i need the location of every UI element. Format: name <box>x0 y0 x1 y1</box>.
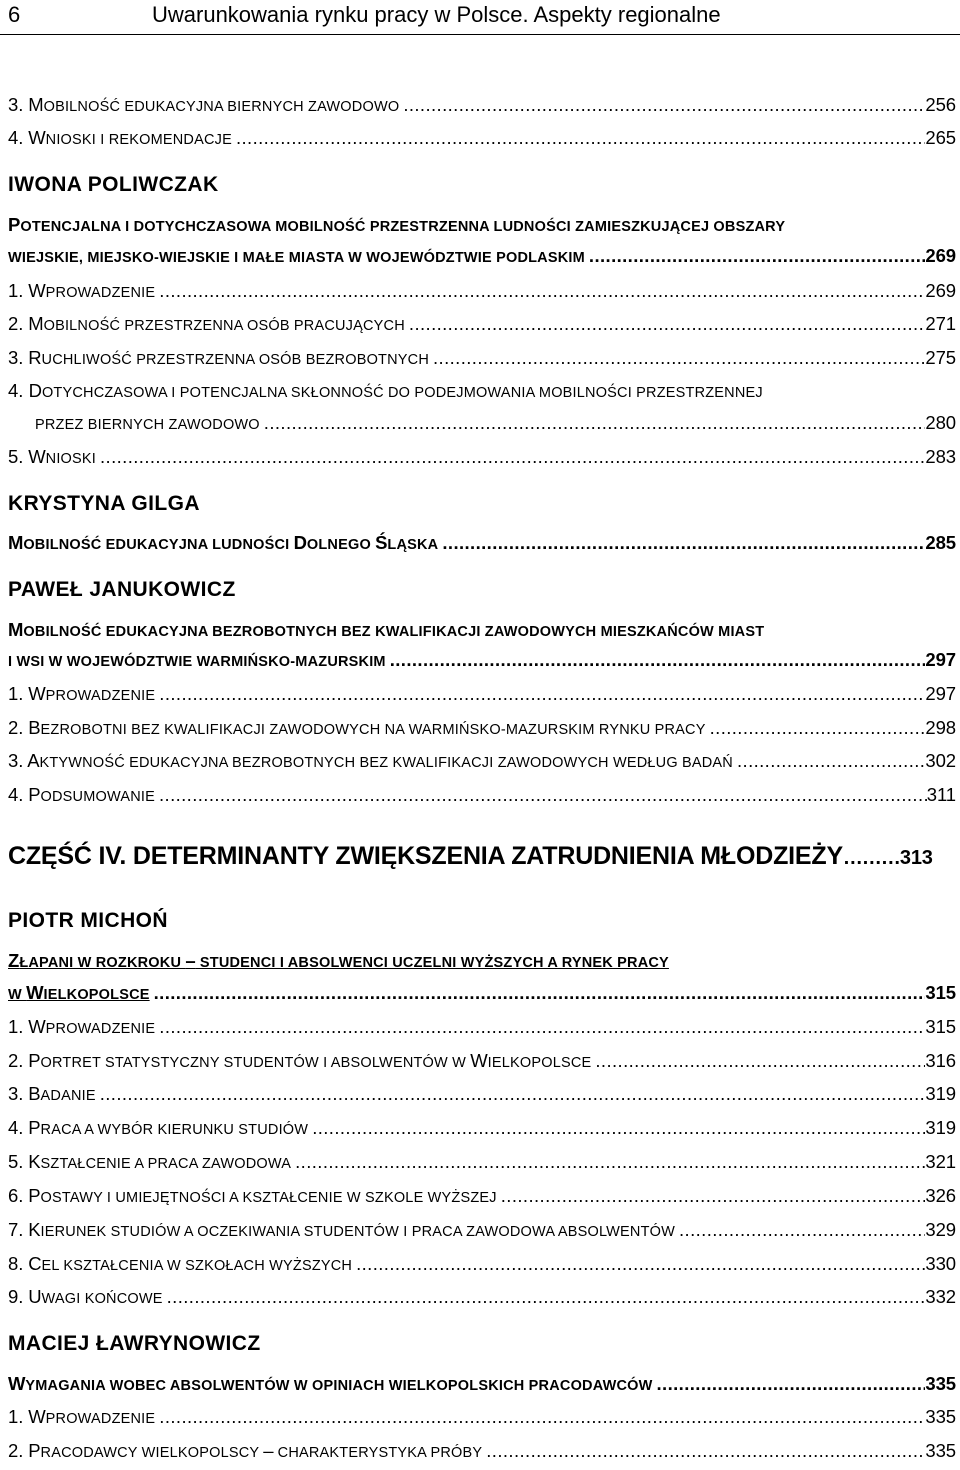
page-ref: 319 <box>925 1083 956 1104</box>
toc-entry[interactable]: 2. PRACODAWCY WIELKOPOLSCY – CHARAKTERYSTYKA PRÓBY ..... 335 <box>0 1440 960 1470</box>
toc-entry[interactable]: 7. KIERUNEK STUDIÓW A OCZEKIWANIA STUDENTÓW I PRACA ZAWODOWA ABSOLWENTÓW ..... 329 <box>0 1219 960 1249</box>
toc-entry[interactable]: 2. PORTRET STATYSTYCZNY STUDENTÓW I ABSOLWENTÓW W WIELKOPOLSCE ..... 316 <box>0 1050 960 1080</box>
page-number: 6 <box>8 2 21 27</box>
chapter-title[interactable]: MOBILNOŚĆ EDUKACYJNA LUDNOŚCI DOLNEGO ŚLĄSKA ..... 285 <box>0 532 960 562</box>
toc-entry[interactable]: 1. WPROWADZENIE ..... 297 <box>0 683 960 713</box>
running-header <box>0 0 960 36</box>
page-ref: 271 <box>925 313 956 334</box>
chapter-title[interactable]: I WSI W WOJEWÓDZTWIE WARMIŃSKO-MAZURSKIM ..... 297 <box>0 649 960 679</box>
author-name: MACIEJ ŁAWRYNOWICZ <box>8 1332 261 1355</box>
author-name: PIOTR MICHOŃ <box>8 909 168 932</box>
page-ref: 256 <box>925 94 956 115</box>
chapter-title[interactable]: WYMAGANIA WOBEC ABSOLWENTÓW W OPINIACH WIELKOPOLSKICH PRACODAWCÓW ..... 335 <box>0 1373 960 1403</box>
header-rule <box>0 34 960 35</box>
page-ref: 335 <box>925 1406 956 1427</box>
toc-entry[interactable]: 3. MOBILNOŚĆ EDUKACYJNA BIERNYCH ZAWODOWO ..... 256 <box>0 94 960 124</box>
page-ref: 298 <box>925 717 956 738</box>
toc-entry[interactable]: 5. KSZTAŁCENIE A PRACA ZAWODOWA ..... 321 <box>0 1151 960 1181</box>
chapter-title[interactable]: MOBILNOŚĆ EDUKACYJNA BEZROBOTNYCH BEZ KWALIFIKACJI ZAWODOWYCH MIESZKAŃCÓW MIAST <box>8 619 765 640</box>
chapter-title[interactable]: ZŁAPANI W ROZKROKU – STUDENCI I ABSOLWENCI UCZELNI WYŻSZYCH A RYNEK PRACY <box>8 950 669 971</box>
toc-entry[interactable]: 4. DOTYCHCZASOWA I POTENCJALNA SKŁONNOŚĆ DO PODEJMOWANIA MOBILNOŚCI PRZESTRZENNEJ <box>8 380 763 401</box>
toc-entry-continued[interactable]: PRZEZ BIERNYCH ZAWODOWO ..... 280 <box>0 412 960 442</box>
page-ref: 315 <box>925 1016 956 1037</box>
toc-entry[interactable]: 4. WNIOSKI I REKOMENDACJE ..... 265 <box>0 127 960 157</box>
chapter-title[interactable]: POTENCJALNA I DOTYCHCZASOWA MOBILNOŚĆ PRZESTRZENNA LUDNOŚCI ZAMIESZKUJĄCEJ OBSZARY <box>8 214 786 235</box>
page-ref: 275 <box>925 347 956 368</box>
page-ref: 283 <box>925 446 956 467</box>
page-ref: 335 <box>925 1373 956 1394</box>
chapter-title[interactable]: WIEJSKIE, MIEJSKO-WIEJSKIE I MAŁE MIASTA W WOJEWÓDZTWIE PODLASKIM ..... 269 <box>0 245 960 275</box>
page-ref: 332 <box>925 1286 956 1307</box>
toc-entry[interactable]: 1. WPROWADZENIE ..... 315 <box>0 1016 960 1046</box>
toc-entry[interactable]: 1. WPROWADZENIE ..... 269 <box>0 280 960 310</box>
chapter-title[interactable]: W WIELKOPOLSCE ..... 315 <box>0 982 960 1012</box>
page-ref: 280 <box>925 412 956 433</box>
toc-entry[interactable]: 6. POSTAWY I UMIEJĘTNOŚCI A KSZTAŁCENIE W SZKOLE WYŻSZEJ ..... 326 <box>0 1185 960 1215</box>
toc-entry[interactable]: 4. PRACA A WYBÓR KIERUNKU STUDIÓW ..... 319 <box>0 1117 960 1147</box>
toc-entry[interactable]: 1. WPROWADZENIE ..... 335 <box>0 1406 960 1436</box>
page-ref: 335 <box>925 1440 956 1461</box>
page-ref: 321 <box>925 1151 956 1172</box>
page-ref: 297 <box>925 683 956 704</box>
page-ref: 316 <box>925 1050 956 1071</box>
page-ref: 330 <box>925 1253 956 1274</box>
page-ref: 315 <box>925 982 956 1003</box>
toc-entry[interactable]: 5. WNIOSKI ..... 283 <box>0 446 960 476</box>
toc-entry[interactable]: 2. MOBILNOŚĆ PRZESTRZENNA OSÓB PRACUJĄCYCH ..... 271 <box>0 313 960 343</box>
part-heading[interactable]: CZĘŚĆ IV. DETERMINANTY ZWIĘKSZENIA ZATRUDNIENIA MŁODZIEŻY………313 <box>8 842 933 870</box>
page-ref: 285 <box>925 532 956 553</box>
page-ref: 311 <box>926 784 956 805</box>
page-ref: 269 <box>925 280 956 301</box>
page-ref: 319 <box>925 1117 956 1138</box>
running-title: Uwarunkowania rynku pracy w Polsce. Aspekty regionalne <box>152 2 721 27</box>
page-ref: 313 <box>899 847 933 869</box>
page-ref: 265 <box>925 127 956 148</box>
toc-entry[interactable]: 3. BADANIE ..... 319 <box>0 1083 960 1113</box>
toc-entry[interactable]: 9. UWAGI KOŃCOWE ..... 332 <box>0 1286 960 1316</box>
page-ref: 269 <box>925 245 956 266</box>
toc-entry[interactable]: 4. PODSUMOWANIE ..... 311 <box>0 784 960 814</box>
toc-entry[interactable]: 3. AKTYWNOŚĆ EDUKACYJNA BEZROBOTNYCH BEZ KWALIFIKACJI ZAWODOWYCH WEDŁUG BADAŃ ..... 302 <box>0 750 960 780</box>
toc-entry[interactable]: 8. CEL KSZTAŁCENIA W SZKOŁACH WYŻSZYCH ..... 330 <box>0 1253 960 1283</box>
author-name: IWONA POLIWCZAK <box>8 173 219 196</box>
page-ref: 297 <box>925 649 956 670</box>
page-ref: 326 <box>925 1185 956 1206</box>
author-name: KRYSTYNA GILGA <box>8 492 200 515</box>
page-ref: 302 <box>925 750 956 771</box>
page-ref: 329 <box>925 1219 956 1240</box>
toc-entry[interactable]: 2. BEZROBOTNI BEZ KWALIFIKACJI ZAWODOWYCH NA WARMIŃSKO-MAZURSKIM RYNKU PRACY ..... 298 <box>0 717 960 747</box>
toc-entry[interactable]: 3. RUCHLIWOŚĆ PRZESTRZENNA OSÓB BEZROBOTNYCH ..... 275 <box>0 347 960 377</box>
author-name: PAWEŁ JANUKOWICZ <box>8 578 236 601</box>
